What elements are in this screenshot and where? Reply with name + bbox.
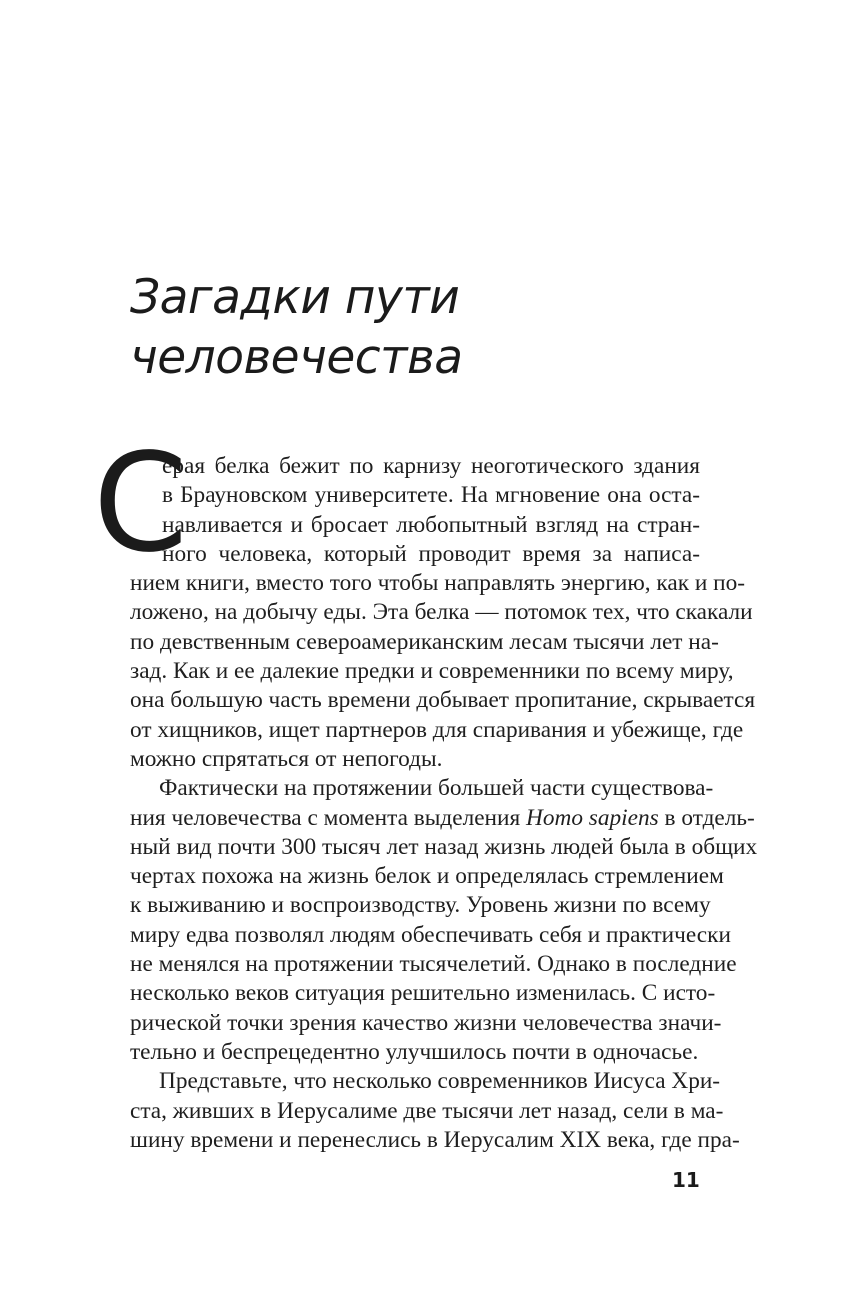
drop-cap: С	[93, 425, 184, 583]
text-line: зад. Как и ее далекие предки и современники по всему миру,	[130, 658, 734, 685]
text-fragment: ния человечества с момента выделения	[130, 804, 527, 831]
text-line: к выживанию и воспроизводству. Уровень жизни по всему	[130, 892, 711, 919]
text-line: не менялся на протяжении тысячелетий. Однако в последние	[130, 951, 737, 978]
page-number: 11	[672, 1168, 700, 1192]
text-line: миру едва позволял людям обеспечивать себя и практически	[130, 921, 731, 948]
text-line: можно спрятаться от непогоды.	[130, 745, 443, 772]
text-line: навливается и бросает любопытный взгляд на стран-	[162, 511, 700, 538]
text-line: от хищников, ищет партнеров для спаривания и убежище, где	[130, 716, 744, 743]
text-line: ста, живших в Иерусалиме две тысячи лет назад, сели в ма-	[130, 1097, 724, 1124]
paragraph-2	[130, 774, 758, 1067]
text-fragment: в отдель-	[658, 804, 755, 831]
text-line: ный вид почти 300 тысяч лет назад жизнь людей была в общих	[130, 833, 758, 860]
text-line: тельно и беспрецедентно улучшилось почти в одночасье.	[130, 1038, 699, 1065]
chapter-title-line: Загадки пути	[130, 270, 460, 325]
text-line: несколько веков ситуация решительно изменилась. С исто-	[130, 980, 716, 1007]
text-line: она большую часть времени добывает пропитание, скрывается	[130, 687, 756, 714]
text-line: чертах похожа на жизнь белок и определялась стремлением	[130, 863, 724, 890]
paragraph-3	[130, 1067, 740, 1155]
chapter-title	[130, 268, 730, 388]
text-line: ложено, на добычу еды. Эта белка — потомок тех, что скакали	[130, 599, 753, 626]
text-line: нием книги, вместо того чтобы направлять энергию, как и по-	[130, 570, 746, 597]
text-line: по девственным североамериканским лесам тысячи лет на-	[130, 628, 719, 655]
text-line: рической точки зрения качество жизни человечества значи-	[130, 1009, 722, 1036]
chapter-title-line: человечества	[130, 330, 463, 385]
text-line: ного человека, который проводит время за написа-	[162, 540, 700, 567]
body-text	[93, 425, 758, 1155]
text-line: ерая белка бежит по карнизу неоготического здания	[162, 453, 700, 479]
text-line: Фактически на протяжении большей части существова-	[159, 775, 714, 802]
text-line: шину времени и перенеслись в Иерусалим XIX века, где пра-	[130, 1126, 740, 1153]
species-name: Homo sapiens	[526, 804, 659, 831]
text-line: в Брауновском университете. На мгновение она оста-	[162, 482, 700, 509]
paragraph-1	[130, 452, 756, 774]
text-line	[130, 804, 755, 833]
text-line: Представьте, что несколько современников Иисуса Хри-	[159, 1068, 721, 1095]
